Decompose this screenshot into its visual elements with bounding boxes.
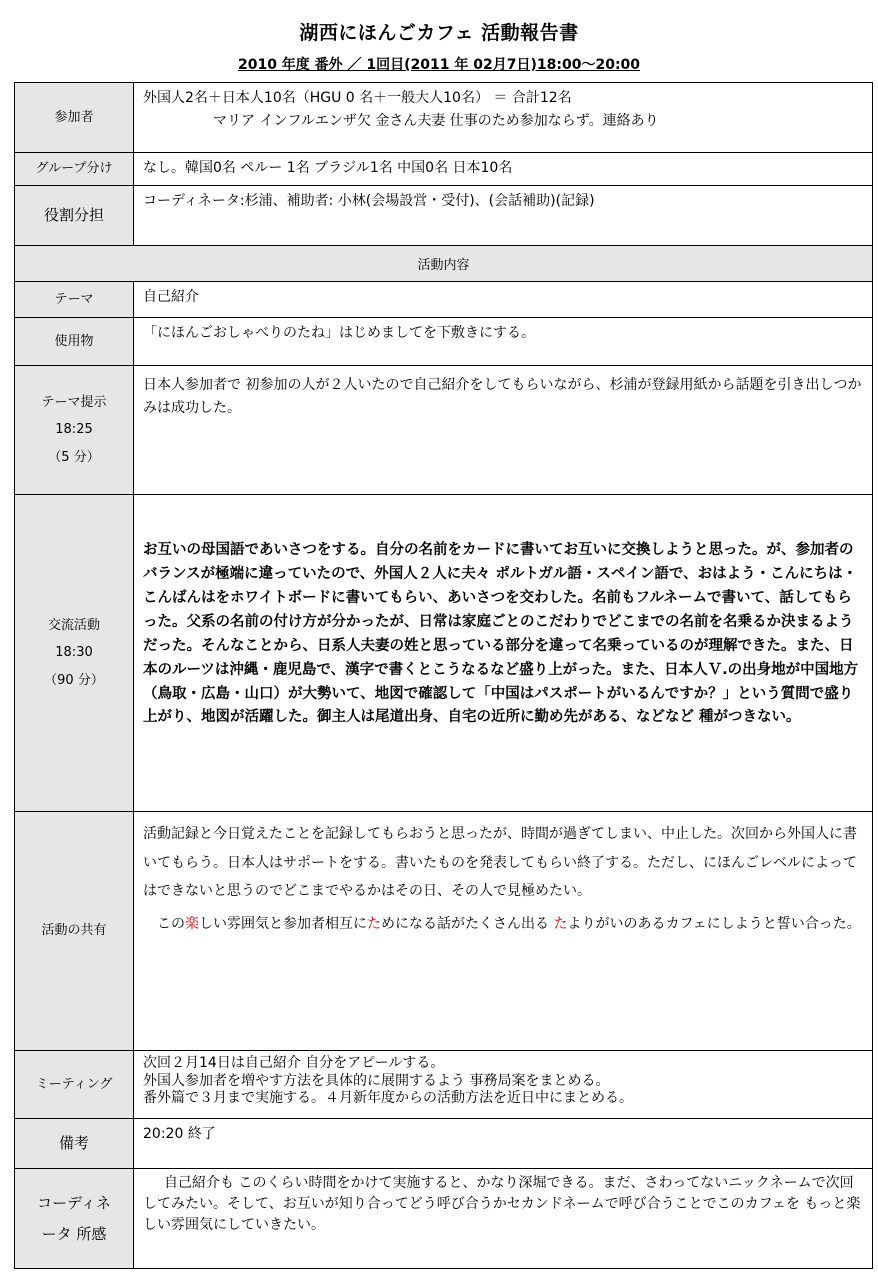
theme-presentation-time: 18:25 <box>55 422 93 438</box>
value-participants <box>134 83 873 153</box>
exchange-text: お互いの母国語であいさつをする。自分の名前をカードに書いてお互いに交換しようと思った。が、参加者のバランスが極端に違っていたので、外国人２人に夫々 ポルトガル語・スペイン語で、おはよう・こんにちは・こんばんはをホワイトボードに書いてもらい、あいさつを交わした。名前もフルネームで書いて、話してもらった。父系の名前の付け方が分かったが、日常は家庭ごとのこだわりでどこまでの名前を名乗るか決まるようだった。そんなことから、日系人夫妻の姓と思っている部分を違って名乗っているのが理解できた。また、日本のルーツは沖縄・鹿児島で、漢字で書くとこうなるなど盛り上がった。また、日本人Ｖ.の出身地が中国地方（鳥取・広島・山口）が大勢いて、地図で確認して「中国はパスポートがいるんですか？」という質問で盛り上がり、地図が活躍した。御主人は尾道出身、自宅の近所に勤め先がある、などなど 種がつきない。 <box>143 542 859 726</box>
sharing-para2 <box>143 906 866 939</box>
row-sharing <box>15 812 873 1051</box>
label-exchange <box>15 495 134 812</box>
theme-presentation-text: 日本人参加者で 初参加の人が２人いたので自己紹介をしてもらいながら、杉浦が登録用紙から話題を引き出しつかみは成功した。 <box>143 377 862 417</box>
coordinator-label-line2: ータ 所感 <box>41 1224 107 1243</box>
report-subtitle <box>0 54 878 74</box>
label-meeting: ミーティング <box>15 1051 134 1119</box>
label-remarks: 備考 <box>15 1119 134 1169</box>
participants-line2: マリア インフルエンザ欠 金さん夫妻 仕事のため参加ならず。連絡あり <box>213 113 659 130</box>
section-activity-content: 活動内容 <box>15 246 873 282</box>
value-meeting <box>134 1051 873 1119</box>
row-theme-presentation <box>15 366 873 495</box>
label-roles: 役割分担 <box>15 186 134 246</box>
label-sharing: 活動の共有 <box>15 812 134 1051</box>
value-theme-presentation <box>134 366 873 495</box>
row-coordinator <box>15 1169 873 1269</box>
row-participants <box>15 83 873 153</box>
report-table <box>14 82 873 1269</box>
sharing-para2-c: めになる話がたくさん出る <box>381 916 554 933</box>
value-sharing <box>134 812 873 1051</box>
row-meeting <box>15 1051 873 1119</box>
value-theme: 自己紹介 <box>134 282 873 318</box>
sharing-para2-red3: た <box>553 916 568 933</box>
label-groups: グループ分け <box>15 153 134 186</box>
row-materials <box>15 318 873 366</box>
value-coordinator <box>134 1169 873 1269</box>
row-groups <box>15 153 873 186</box>
report-title: 湖西にほんごカフェ 活動報告書 <box>299 22 579 44</box>
exchange-duration: （90 分） <box>44 672 104 688</box>
exchange-time: 18:30 <box>55 645 93 661</box>
value-remarks: 20:20 終了 <box>134 1119 873 1169</box>
row-roles <box>15 186 873 246</box>
value-materials: 「にほんごおしゃべりのたね」はじめましてを下敷きにする。 <box>134 318 873 366</box>
sharing-para1: 活動記録と今日覚えたことを記録してもらおうと思ったが、時間が過ぎてしまい、中止した。次回から外国人に書いてもらう。日本人はサポートをする。書いたものを発表してもらい終了する。ただし、にほんごレベルによってはできないと思うのでどこまでやるかはその日、その人で見極めたい。 <box>143 826 857 900</box>
coordinator-label-line1: コーディネ <box>37 1194 111 1213</box>
coordinator-text: 自己紹介も このくらい時間をかけて実施すると、かなり深堀できる。まだ、さわってないニックネームで次回してみたい。そして、お互いが知り合ってどう呼び合うかセカンドネームで呼び合うことでこのカフェを もっと楽しい雰囲気にしていきたい。 <box>143 1175 861 1233</box>
participants-line1: 外国人2名＋日本人10名（HGU 0 名＋一般大人10名） ＝ 合計12名 <box>143 90 572 106</box>
label-materials: 使用物 <box>15 318 134 366</box>
sharing-para2-a: この <box>157 916 185 933</box>
sharing-para2-d: よりがいのあるカフェにしようと誓い合った。 <box>567 916 861 933</box>
sharing-para2-red1: 楽 <box>185 916 199 933</box>
meeting-line3: 番外篇で３月まで実施する。４月新年度からの活動方法を近日中にまとめる。 <box>143 1090 633 1106</box>
meeting-line2: 外国人参加者を増やす方法を具体的に展開するよう 事務局案をまとめる。 <box>143 1072 610 1089</box>
report-subtitle-text: 2010 年度 番外 ／ 1回目(2011 年 02月7日)18:00～20:00 <box>237 57 641 73</box>
label-theme-presentation <box>15 366 134 495</box>
theme-presentation-label: テーマ提示 <box>41 394 107 410</box>
label-coordinator <box>15 1169 134 1269</box>
label-theme: テーマ <box>15 282 134 318</box>
row-remarks <box>15 1119 873 1169</box>
sharing-para2-red2: た <box>367 916 381 933</box>
row-section-header <box>15 246 873 282</box>
exchange-label: 交流活動 <box>47 617 100 633</box>
value-exchange <box>134 495 873 812</box>
value-groups: なし。韓国0名 ペルー 1名 ブラジル1名 中国0名 日本10名 <box>134 153 873 186</box>
row-exchange <box>15 495 873 812</box>
row-theme <box>15 282 873 318</box>
theme-presentation-duration: （5 分） <box>48 449 100 465</box>
value-roles: コーディネータ:杉浦、補助者: 小林(会場設営・受付)、(会話補助)(記録) <box>134 186 873 246</box>
meeting-line1: 次回２月14日は自己紹介 自分をアピールする。 <box>143 1055 445 1071</box>
sharing-para2-b: しい雰囲気と参加者相互に <box>199 916 367 933</box>
label-participants: 参加者 <box>15 83 134 153</box>
